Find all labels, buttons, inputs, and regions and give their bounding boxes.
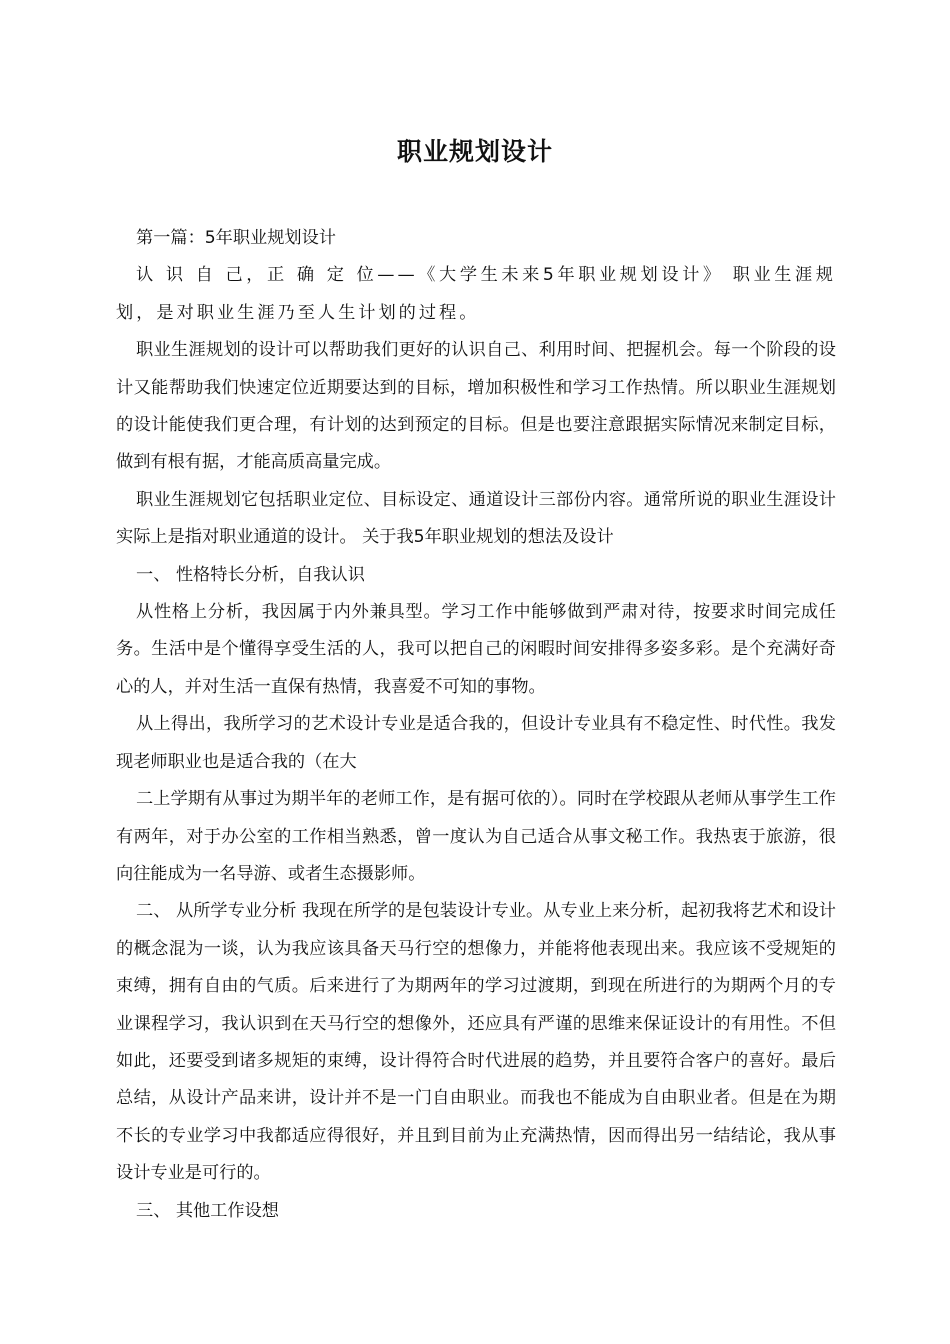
document-body [116,220,836,1230]
body-paragraph: 从性格上分析，我因属于内外兼具型。学习工作中能够做到严肃对待，按要求时间完成任务。生活中是个懂得享受生活的人，我可以把自己的闲暇时间安排得多姿多彩。是个充满好奇心的人，并对生活一直保有热情，我喜爱不可知的事物。 [116,602,836,697]
body-paragraph: 二、 从所学专业分析 我现在所学的是包装设计专业。从专业上来分析，起初我将艺术和设计的概念混为一谈，认为我应该具备天马行空的想像力，并能将他表现出来。我应该不受规矩的束缚，拥有自由的气质。后来进行了为期两年的学习过渡期，到现在所进行的为期两个月的专业课程学习，我认识到在天马行空的想像外，还应具有严谨的思维来保证设计的有用性。不但如此，还要受到诸多规矩的束缚，设计得符合时代进展的趋势，并且要符合客户的喜好。最后总结，从设计产品来讲，设计并不是一门自由职业。而我也不能成为自由职业者。但是在为期不长的专业学习中我都适应得很好，并且到目前为止充满热情，因而得出另一结结论，我从事设计专业是可行的。 [116,901,836,1184]
document-title: 职业规划设计 [396,137,553,166]
intro-paragraph: 认 识 自 己，正 确 定 位——《大学生未来5年职业规划设计》 职业生涯规划，是对职业生涯乃至人生计划的过程。 [116,265,836,323]
subsection-heading: 三、 其他工作设想 [136,1200,279,1221]
body-paragraph: 二上学期有从事过为期半年的老师工作，是有据可依的）。同时在学校跟从老师从事学生工作有两年，对于办公室的工作相当熟悉，曾一度认为自己适合从事文秘工作。我热衷于旅游，很向往能成为一名导游、或者生态摄影师。 [116,789,836,884]
section-heading: 第一篇：5年职业规划设计 [136,228,336,248]
body-paragraph: 从上得出，我所学习的艺术设计专业是适合我的，但设计专业具有不稳定性、时代性。我发现老师职业也是适合我的（在大 [116,714,836,772]
body-paragraph: 职业生涯规划的设计可以帮助我们更好的认识自己、利用时间、把握机会。每一个阶段的设计又能帮助我们快速定位近期要达到的目标，增加积极性和学习工作热情。所以职业生涯规划的设计能使我们更合理，有计划的达到预定的目标。但是也要注意跟据实际情况来制定目标，做到有根有据，才能高质高量完成。 [116,340,836,473]
body-paragraph: 职业生涯规划它包括职业定位、目标设定、通道设计三部份内容。通常所说的职业生涯设计实际上是指对职业通道的设计。 关于我5年职业规划的想法及设计 [116,489,836,548]
subsection-heading: 一、 性格特长分析，自我认识 [136,564,365,585]
